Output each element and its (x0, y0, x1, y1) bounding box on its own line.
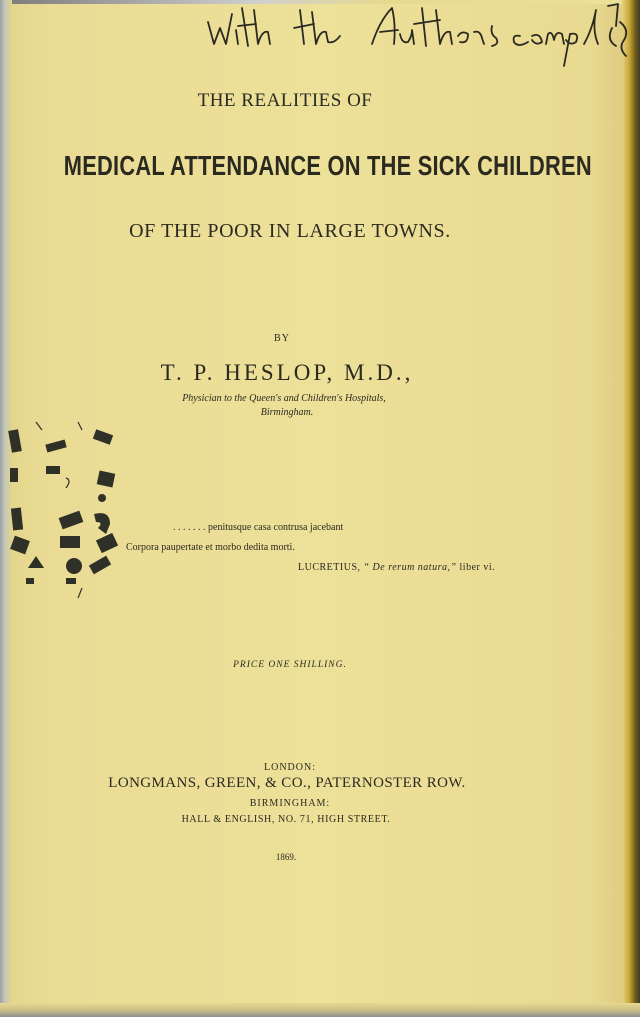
imprint-publisher-birmingham: HALL & ENGLISH, NO. 71, HIGH STREET. (181, 814, 391, 825)
title-line-2: MEDICAL ATTENDANCE ON THE SICK CHILDREN (63, 150, 592, 181)
author-city: Birmingham. (260, 407, 314, 418)
title-line-1: THE REALITIES OF (197, 90, 373, 111)
publication-year: 1869. (275, 852, 297, 862)
epigraph-line-2: Corpora paupertate et morbo dedita morti. (126, 542, 295, 553)
epigraph-book: liber vi. (459, 562, 496, 573)
title-line-3: OF THE POOR IN LARGE TOWNS. (129, 220, 451, 242)
epigraph-work: “ De rerum natura,” (363, 562, 457, 573)
author-name: T. P. HESLOP, M.D., (160, 360, 414, 385)
library-stamp (6, 418, 146, 603)
epigraph-author: LUCRETIUS, (298, 562, 361, 573)
handwritten-inscription (200, 0, 640, 80)
epigraph-attribution (298, 562, 495, 573)
imprint-publisher-london: LONGMANS, GREEN, & CO., PATERNOSTER ROW. (108, 775, 466, 791)
imprint-city-london: LONDON: (264, 762, 316, 773)
price-line: PRICE ONE SHILLING. (233, 660, 347, 670)
author-affiliation: Physician to the Queen's and Children's Hospitals, (182, 393, 386, 404)
by-label: BY (274, 333, 290, 344)
epigraph-line-1: . . . . . . . penitusque casa contrusa jacebant (173, 522, 344, 533)
page-right-edge (622, 0, 640, 1017)
imprint-city-birmingham: BIRMINGHAM: (249, 798, 331, 809)
page-bottom-edge (0, 1003, 640, 1017)
